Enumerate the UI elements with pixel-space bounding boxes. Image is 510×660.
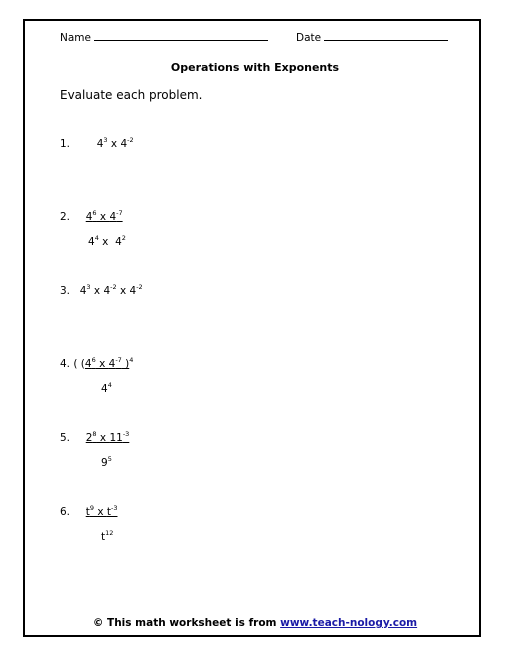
footer: [0, 617, 510, 629]
worksheet-border: [23, 19, 481, 637]
page-title: Operations with Exponents: [170, 61, 340, 74]
problem-4-denominator: $4^4$: [101, 381, 112, 395]
problem-number: 1.: [60, 138, 71, 150]
date-blank: [324, 31, 448, 41]
problem-5-denominator: $9^5$: [101, 455, 112, 469]
problem-5-numerator: 5. $2^8$ x $11^{-3}$: [60, 430, 130, 444]
problem-number: 3.: [60, 285, 71, 297]
problem-2-denominator: $4^4$ x $4^2$: [88, 234, 126, 248]
problem-number: 4.: [60, 358, 71, 370]
problem-2-numerator: 2. $4^6$ x $4^{-7}$: [60, 209, 123, 223]
problem-number: 6.: [60, 506, 71, 518]
problem-3: 3. $4^3$ x $4^{-2}$ x $4^{-2}$: [60, 283, 143, 297]
problem-6-denominator: $t^{12}$: [101, 529, 114, 543]
problem-number: 5.: [60, 432, 71, 444]
name-label: Name: [60, 32, 91, 44]
problem-number: 2.: [60, 211, 71, 223]
problem-1: 1. $4^3$ x $4^{-2}$: [60, 136, 134, 150]
instructions: Evaluate each problem.: [60, 88, 203, 102]
footer-text: © This math worksheet is from: [92, 617, 281, 629]
date-field: [296, 31, 448, 44]
problem-4-numerator: 4. ( ($4^6$ x $4^{-7}$ )$^4$: [60, 356, 134, 370]
problem-6-numerator: 6. $t^9$ x $t^{-3}$: [60, 504, 118, 518]
name-field: [60, 31, 268, 44]
date-label: Date: [296, 32, 322, 44]
footer-link[interactable]: www.teach-nology.com: [280, 617, 418, 629]
name-blank: [94, 31, 268, 41]
